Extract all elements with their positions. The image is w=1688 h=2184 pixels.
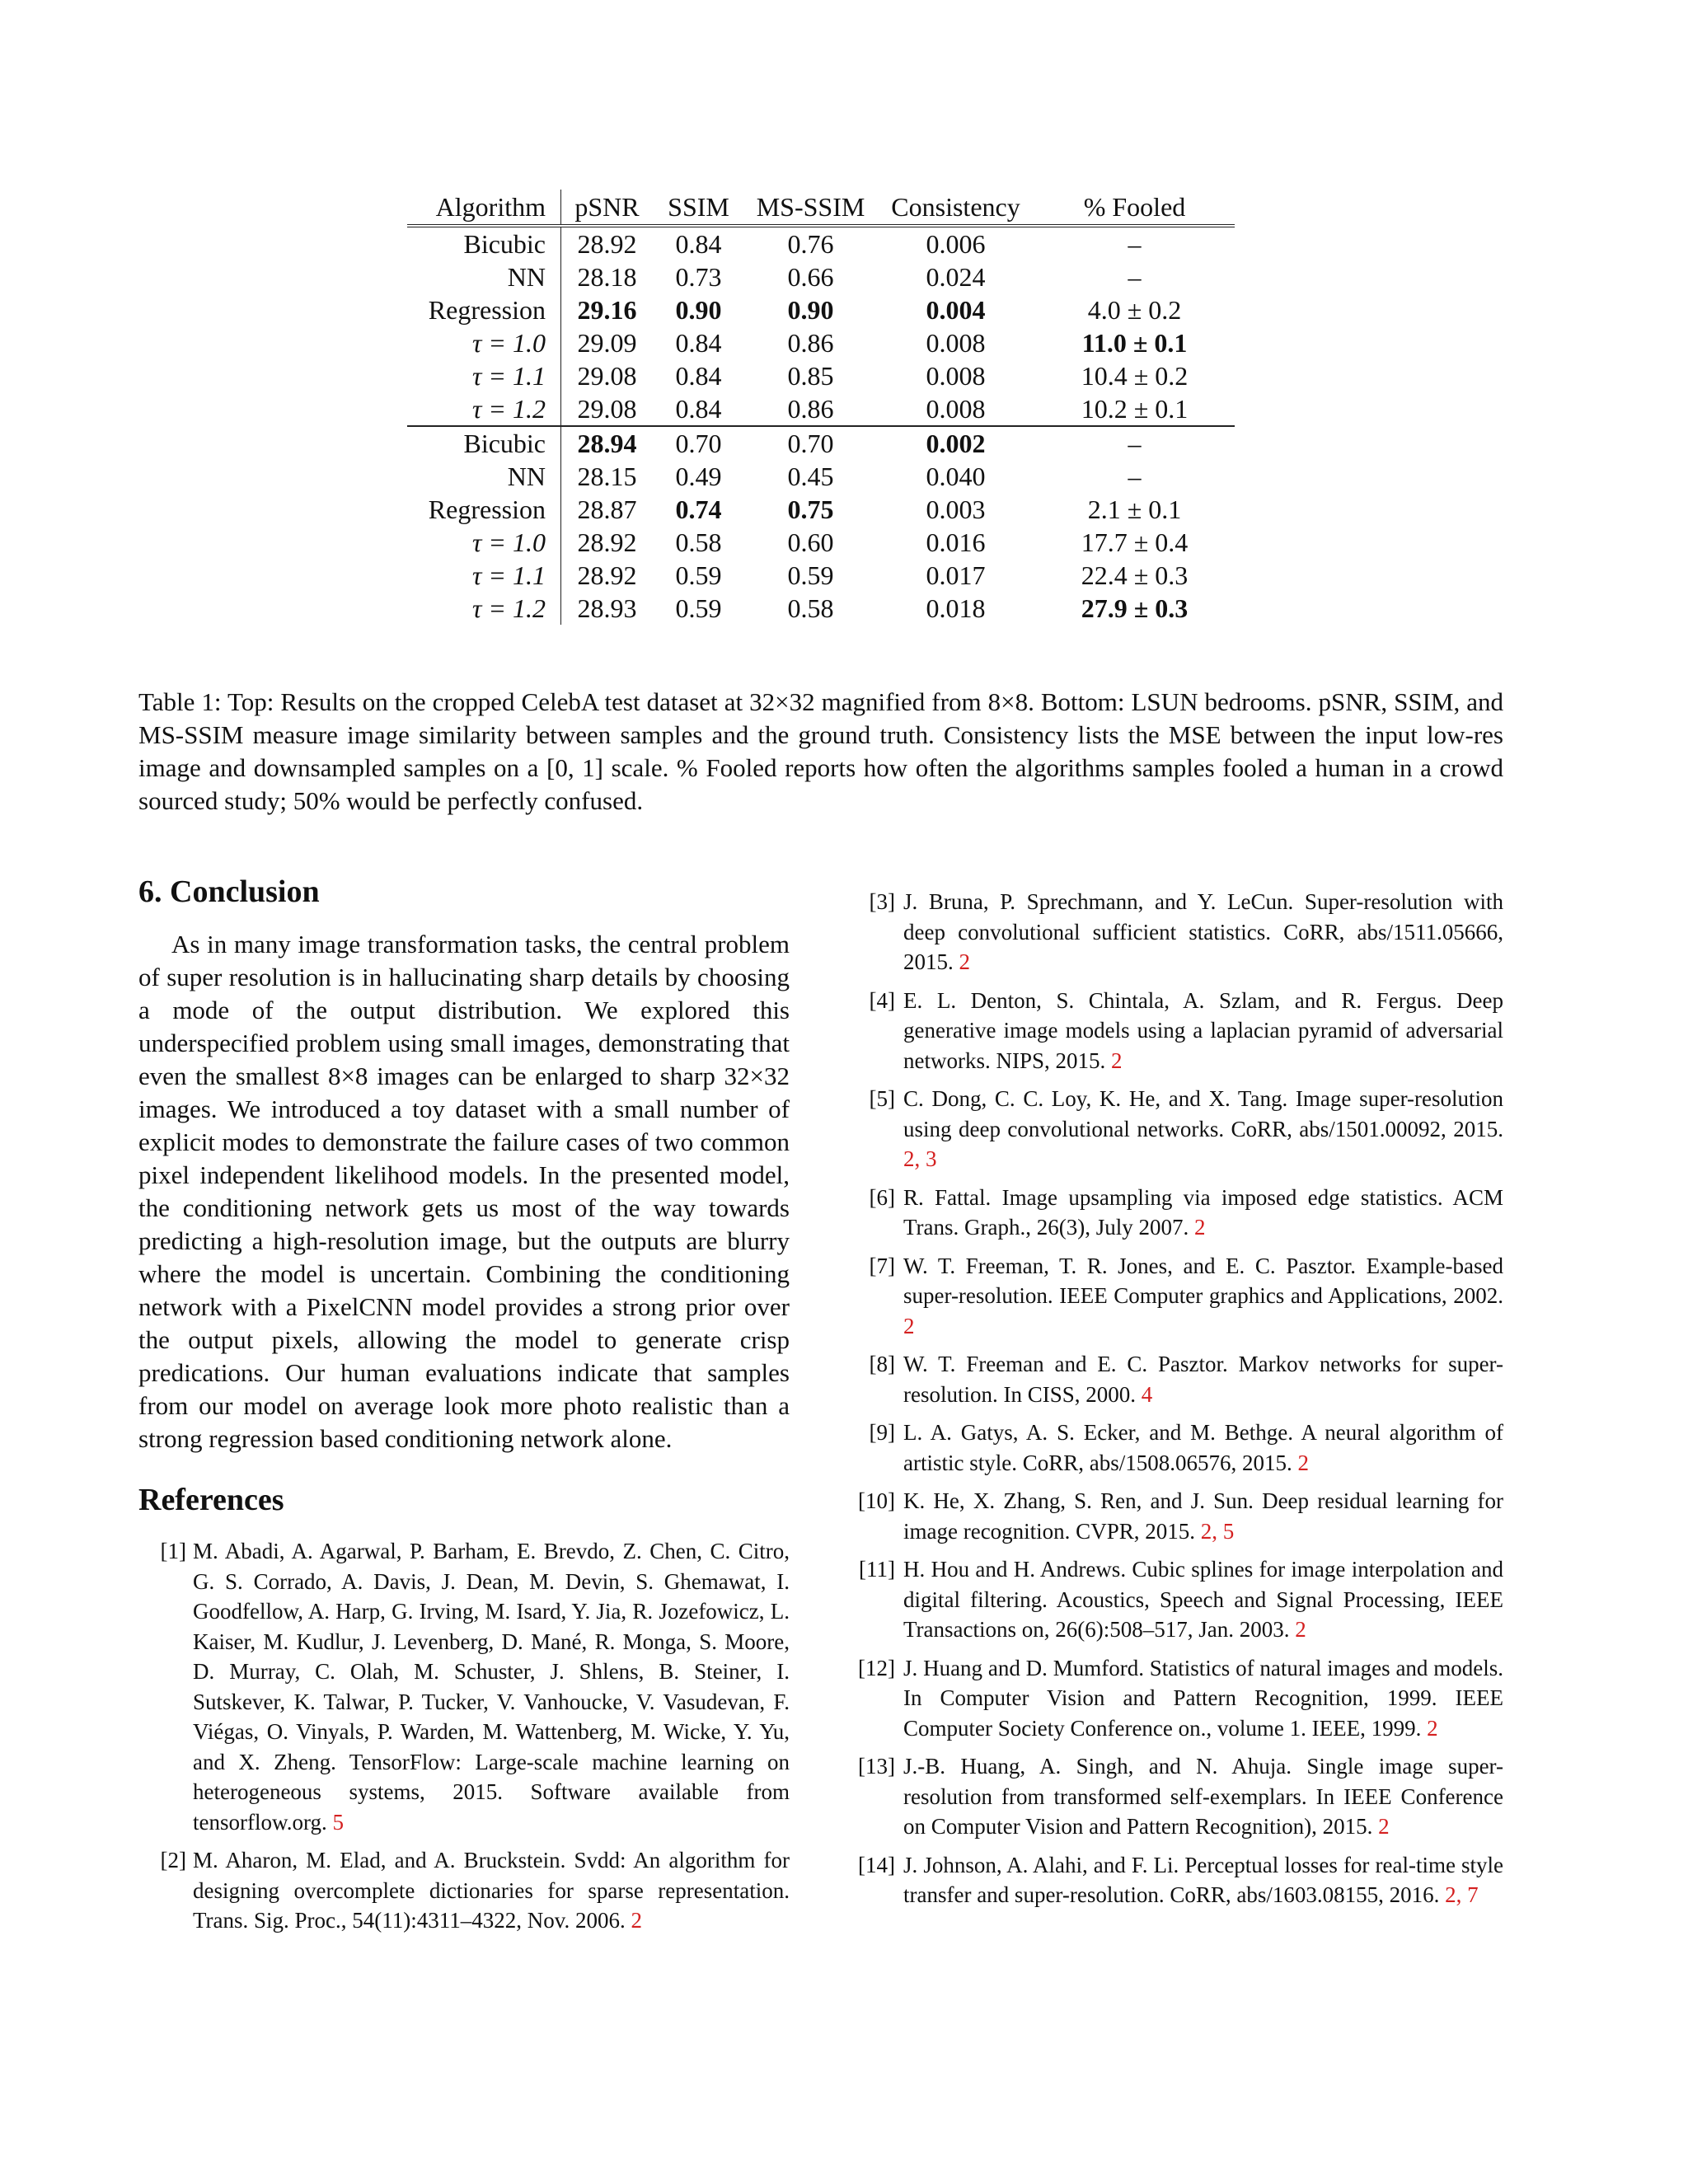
reference-item — [849, 1349, 1503, 1409]
reference-backlink[interactable]: 2 — [631, 1908, 643, 1933]
cell-fooled: 27.9 ± 0.3 — [1081, 593, 1189, 623]
reference-text: L. A. Gatys, A. S. Ecker, and M. Bethge. A neural algorithm of artistic style. CoRR, abs/1508.06576, 2015. — [903, 1420, 1503, 1475]
reference-item — [849, 1850, 1503, 1910]
reference-backlink[interactable]: 2, 7 — [1445, 1882, 1479, 1907]
reference-number: [3] — [869, 889, 895, 914]
table-row — [407, 559, 1235, 592]
cell-algorithm: NN — [407, 460, 561, 493]
reference-item — [849, 1653, 1503, 1744]
reference-text: W. T. Freeman and E. C. Pasztor. Markov networks for super-resolution. In CISS, 2000. — [903, 1352, 1503, 1407]
header-ms-ssim: MS-SSIM — [756, 192, 865, 222]
cell-ssim: 0.84 — [675, 328, 722, 358]
table-row — [407, 426, 1235, 460]
left-column — [138, 872, 790, 1944]
cell-ssim: 0.59 — [675, 593, 722, 623]
table-row — [407, 226, 1235, 260]
reference-backlink[interactable]: 2 — [1297, 1450, 1309, 1475]
results-table — [407, 190, 1235, 625]
cell-ssim: 0.74 — [675, 494, 722, 524]
cell-ssim: 0.70 — [653, 426, 744, 460]
cell-fooled: 10.4 ± 0.2 — [1081, 361, 1189, 391]
reference-item — [849, 1751, 1503, 1842]
reference-item — [849, 1084, 1503, 1174]
table-header-row — [407, 190, 1235, 226]
reference-text: J. Johnson, A. Alahi, and F. Li. Perceptual losses for real-time style transfer and super-resolution. CoRR, abs/1603.08155, 2016. — [903, 1852, 1503, 1907]
reference-number: [14] — [858, 1852, 895, 1877]
cell-consistency: 0.008 — [926, 328, 986, 358]
reference-text: E. L. Denton, S. Chintala, A. Szlam, and R. Fergus. Deep generative image models using a laplacian pyramid of adversarial networks. NIPS, 2015. — [903, 987, 1503, 1073]
table-row — [407, 260, 1235, 293]
header-algorithm: Algorithm — [407, 190, 561, 226]
cell-algorithm: NN — [407, 260, 561, 293]
reference-number: [13] — [858, 1754, 895, 1779]
reference-item — [849, 1251, 1503, 1342]
cell-fooled: 22.4 ± 0.3 — [1081, 560, 1189, 590]
reference-number: [2] — [160, 1848, 186, 1872]
cell-algorithm: τ = 1.0 — [407, 526, 561, 559]
cell-consistency: 0.018 — [926, 593, 986, 623]
cell-psnr: 28.94 — [561, 426, 654, 460]
reference-number: [12] — [858, 1655, 895, 1680]
reference-item — [849, 1418, 1503, 1478]
cell-ssim: 0.58 — [675, 527, 722, 557]
cell-consistency: 0.024 — [926, 262, 986, 292]
reference-backlink[interactable]: 2 — [959, 949, 970, 974]
reference-text: C. Dong, C. C. Loy, K. He, and X. Tang. Image super-resolution using deep convolutional networks. CoRR, abs/1501.00092, 2015. — [903, 1086, 1503, 1141]
cell-fooled: 10.2 ± 0.1 — [1081, 394, 1189, 424]
cell-psnr: 28.92 — [577, 560, 637, 590]
header-psnr: pSNR — [574, 192, 640, 222]
reference-item — [138, 1845, 790, 1936]
cell-psnr: 28.15 — [577, 462, 637, 491]
cell-algorithm: τ = 1.1 — [407, 359, 561, 392]
reference-text: M. Abadi, A. Agarwal, P. Barham, E. Brevdo, Z. Chen, C. Citro, G. S. Corrado, A. Davis, J. Dean, M. Devin, S. Ghemawat, I. Goodfellow, A. Harp, G. Irving, M. Isard, Y. Jia, R. Jozefowicz, L. Kaiser, M. Kudlur, J. Levenberg, D. Mané, R. Monga, S. Moore, D. Murray, C. Olah, M. Schuster, J. Shlens, B. Steiner, I. Sutskever, K. Talwar, P. Tucker, V. Vanhoucke, V. Vasudevan, F. Viégas, O. Vinyals, P. Warden, M. Wattenberg, M. Wicke, Y. Yu, and X. Zheng. TensorFlow: Large-scale machine learning on heterogeneous systems, 2015. Software available from tensorflow.org. — [193, 1539, 790, 1835]
reference-item — [849, 986, 1503, 1076]
header-consistency: Consistency — [891, 192, 1020, 222]
reference-backlink[interactable]: 5 — [332, 1809, 344, 1835]
right-column — [849, 879, 1503, 1919]
cell-ms-ssim: 0.45 — [787, 462, 834, 491]
cell-ms-ssim: 0.85 — [787, 361, 834, 391]
table-row — [407, 493, 1235, 526]
reference-text: J. Huang and D. Mumford. Statistics of natural images and models. In Computer Vision and Pattern Recognition, 1999. IEEE Computer Society Conference on., volume 1. IEEE, 1999. — [903, 1655, 1503, 1741]
cell-ms-ssim: 0.86 — [787, 328, 834, 358]
cell-algorithm: τ = 1.2 — [407, 392, 561, 426]
table-row — [407, 359, 1235, 392]
cell-psnr: 28.87 — [577, 494, 637, 524]
header-ssim: SSIM — [668, 192, 729, 222]
reference-number: [1] — [160, 1539, 186, 1563]
cell-algorithm: Regression — [407, 493, 561, 526]
cell-fooled: – — [1034, 426, 1235, 460]
reference-backlink[interactable]: 4 — [1141, 1381, 1153, 1407]
cell-algorithm: τ = 1.0 — [407, 326, 561, 359]
cell-psnr: 29.08 — [577, 394, 637, 424]
cell-algorithm: τ = 1.1 — [407, 559, 561, 592]
reference-number: [9] — [869, 1420, 895, 1445]
reference-text: W. T. Freeman, T. R. Jones, and E. C. Pasztor. Example-based super-resolution. IEEE Computer graphics and Applications, 2002. — [903, 1253, 1503, 1308]
cell-consistency: 0.006 — [926, 229, 986, 259]
cell-ms-ssim: 0.76 — [787, 229, 834, 259]
cell-ssim: 0.90 — [675, 295, 722, 325]
table-row — [407, 526, 1235, 559]
cell-consistency: 0.002 — [877, 426, 1034, 460]
reference-text: H. Hou and H. Andrews. Cubic splines for image interpolation and digital filtering. Acoustics, Speech and Signal Processing, IEEE Transactions on, 26(6):508–517, Jan. 2003. — [903, 1557, 1503, 1642]
cell-psnr: 28.93 — [577, 593, 637, 623]
cell-consistency: 0.003 — [926, 494, 986, 524]
cell-fooled: – — [1128, 462, 1142, 491]
cell-fooled: 2.1 ± 0.1 — [1087, 494, 1182, 524]
cell-algorithm: τ = 1.2 — [407, 592, 561, 625]
reference-number: [10] — [858, 1488, 895, 1513]
reference-item — [849, 1554, 1503, 1645]
reference-backlink[interactable]: 2, 3 — [903, 1146, 937, 1171]
references-list-left — [138, 1536, 790, 1936]
cell-ssim: 0.59 — [675, 560, 722, 590]
cell-fooled: 17.7 ± 0.4 — [1081, 527, 1189, 557]
cell-ssim: 0.49 — [675, 462, 722, 491]
reference-text: K. He, X. Zhang, S. Ren, and J. Sun. Deep residual learning for image recognition. CVPR, 2015. — [903, 1488, 1503, 1544]
cell-fooled: 4.0 ± 0.2 — [1087, 295, 1182, 325]
cell-consistency: 0.008 — [926, 394, 986, 424]
cell-algorithm: Regression — [407, 293, 561, 326]
cell-algorithm: Bicubic — [407, 226, 561, 260]
table-row — [407, 460, 1235, 493]
cell-psnr: 29.08 — [577, 361, 637, 391]
reference-backlink[interactable]: 2 — [1194, 1215, 1206, 1240]
cell-ms-ssim: 0.86 — [787, 394, 834, 424]
cell-psnr: 29.16 — [577, 295, 637, 325]
cell-consistency: 0.008 — [926, 361, 986, 391]
cell-consistency: 0.040 — [926, 462, 986, 491]
cell-ms-ssim: 0.58 — [787, 593, 834, 623]
table-row — [407, 326, 1235, 359]
reference-text: M. Aharon, M. Elad, and A. Bruckstein. Svdd: An algorithm for designing overcomplete dictionaries for sparse representation. Trans. Sig. Proc., 54(11):4311–4322, Nov. 2006. — [193, 1848, 790, 1933]
table-row — [407, 293, 1235, 326]
cell-ssim: 0.84 — [675, 229, 722, 259]
cell-ms-ssim: 0.60 — [787, 527, 834, 557]
cell-consistency: 0.017 — [926, 560, 986, 590]
results-table-container — [407, 190, 1235, 625]
cell-consistency: 0.016 — [926, 527, 986, 557]
reference-backlink[interactable]: 2 — [1295, 1617, 1306, 1642]
reference-number: [7] — [869, 1253, 895, 1278]
cell-ms-ssim: 0.70 — [744, 426, 877, 460]
reference-text: J. Bruna, P. Sprechmann, and Y. LeCun. Super-resolution with deep convolutional sufficient statistics. CoRR, abs/1511.05666, 2015. — [903, 889, 1503, 974]
cell-ms-ssim: 0.75 — [787, 494, 834, 524]
cell-psnr: 28.92 — [577, 527, 637, 557]
cell-ms-ssim: 0.90 — [787, 295, 834, 325]
cell-psnr: 28.92 — [577, 229, 637, 259]
reference-backlink[interactable]: 2 — [1378, 1814, 1390, 1839]
reference-text: J.-B. Huang, A. Singh, and N. Ahuja. Single image super-resolution from transformed self-exemplars. In IEEE Conference on Computer Vision and Pattern Recognition), 2015. — [903, 1754, 1503, 1839]
cell-ssim: 0.73 — [675, 262, 722, 292]
cell-ms-ssim: 0.59 — [787, 560, 834, 590]
reference-backlink[interactable]: 2 — [1111, 1047, 1123, 1073]
cell-algorithm: Bicubic — [407, 426, 561, 460]
reference-backlink[interactable]: 2 — [1427, 1715, 1438, 1741]
cell-consistency: 0.004 — [926, 295, 986, 325]
references-list-right — [849, 887, 1503, 1910]
reference-backlink[interactable]: 2, 5 — [1200, 1518, 1235, 1544]
cell-psnr: 28.18 — [577, 262, 637, 292]
references-heading: References — [138, 1483, 284, 1517]
cell-ssim: 0.84 — [675, 361, 722, 391]
conclusion-heading: 6. Conclusion — [138, 874, 320, 909]
reference-number: [6] — [869, 1184, 895, 1210]
table-caption: Table 1: Top: Results on the cropped CelebA test dataset at 32×32 magnified from 8×8. Bottom: LSUN bedrooms. pSNR, SSIM, and MS-SSIM measure image similarity between samples and the ground truth. Consistency lists the MSE between the input low-res image and downsampled samples on a [0, 1] scale. % Fooled reports how often the algorithms samples fooled a human in a crowd sourced study; 50% would be perfectly confused. — [138, 687, 1503, 815]
conclusion-paragraph: As in many image transformation tasks, the central problem of super resolution is in hallucinating sharp details by choosing a mode of the output distribution. We explored this underspecified problem using small images, demonstrating that even the smallest 8×8 images can be enlarged to sharp 32×32 images. We introduced a toy dataset with a small number of explicit modes to demonstrate the failure cases of two common pixel independent likelihood models. In the presented model, the conditioning network gets us most of the way towards predicting a high-resolution image, but the outputs are blurry where the model is uncertain. Combining the conditioning network with a PixelCNN model provides a strong prior over the output pixels, allowing the model to generate crisp predications. Our human evaluations indicate that samples from our model on average look more photo realistic than a strong regression based conditioning network alone. — [138, 930, 790, 1453]
header-fooled: % Fooled — [1083, 192, 1186, 222]
reference-item — [138, 1536, 790, 1837]
table-row — [407, 592, 1235, 625]
table-row — [407, 392, 1235, 426]
reference-item — [849, 1486, 1503, 1546]
cell-fooled: – — [1128, 229, 1142, 259]
cell-psnr: 29.09 — [577, 328, 637, 358]
reference-number: [4] — [869, 987, 895, 1013]
cell-fooled: 11.0 ± 0.1 — [1081, 328, 1188, 358]
cell-ms-ssim: 0.66 — [787, 262, 834, 292]
reference-number: [5] — [869, 1086, 895, 1111]
reference-number: [8] — [869, 1352, 895, 1376]
reference-backlink[interactable]: 2 — [903, 1313, 915, 1338]
reference-item — [849, 887, 1503, 977]
reference-number: [11] — [859, 1557, 895, 1582]
cell-fooled: – — [1128, 262, 1142, 292]
reference-text: R. Fattal. Image upsampling via imposed edge statistics. ACM Trans. Graph., 26(3), July 2007. — [903, 1184, 1503, 1240]
reference-item — [849, 1183, 1503, 1243]
cell-ssim: 0.84 — [675, 394, 722, 424]
